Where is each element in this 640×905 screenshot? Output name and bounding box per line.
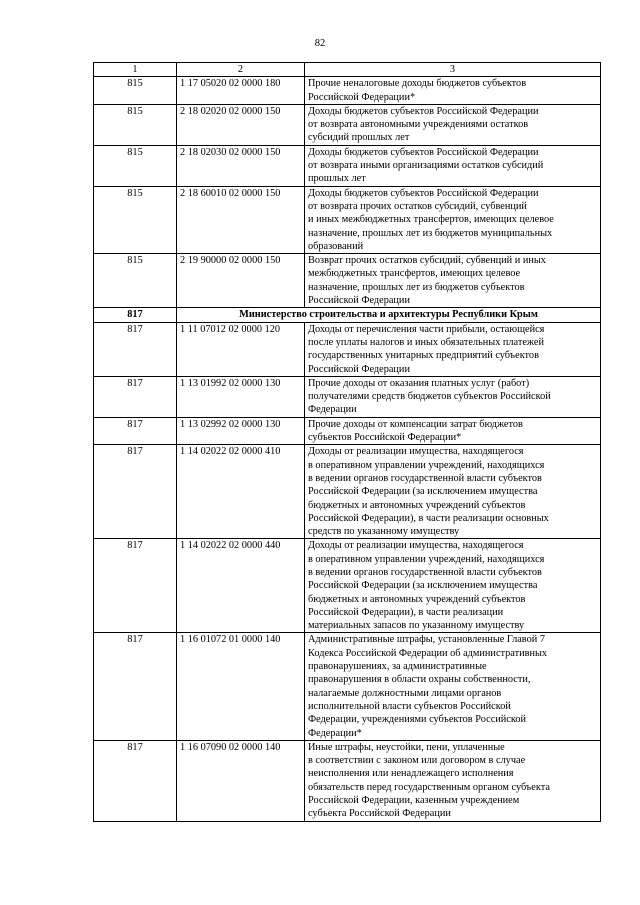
table-row — [94, 417, 601, 445]
admin-code-cell: 815 — [94, 104, 177, 145]
revenue-name-line: Доходы бюджетов субъектов Российской Федерации — [308, 105, 539, 117]
admin-code-cell: 815 — [94, 145, 177, 186]
budget-classification-code-cell: 1 11 07012 02 0000 120 — [177, 322, 305, 376]
ministry-header-row — [94, 308, 601, 322]
revenue-name-line: Прочие доходы от оказания платных услуг (работ) — [308, 377, 530, 389]
table-row — [94, 376, 601, 417]
table-row — [94, 633, 601, 740]
admin-code-cell: 815 — [94, 77, 177, 105]
revenue-name-cell — [305, 104, 601, 145]
budget-classification-code-cell: 1 14 02022 02 0000 440 — [177, 539, 305, 633]
revenue-name-line: получателями средств бюджетов субъектов Российской — [308, 391, 551, 403]
column-header-3: 3 — [305, 63, 601, 77]
admin-code-cell: 817 — [94, 633, 177, 740]
budget-classification-code-cell: 1 13 02992 02 0000 130 — [177, 417, 305, 445]
page-number: 82 — [314, 38, 326, 49]
revenue-name-line: Российской Федерации* — [308, 91, 416, 103]
revenue-name-line: образований — [308, 240, 364, 252]
revenue-name-line: Административные штрафы, установленные Главой 7 — [308, 634, 545, 646]
revenue-name-line: Прочие неналоговые доходы бюджетов субъектов — [308, 78, 527, 90]
revenue-name-line: субъекта Российской Федерации — [308, 808, 451, 820]
revenue-name-line: Российской Федерации (за исключением имущества — [308, 580, 538, 592]
admin-code-cell: 817 — [94, 376, 177, 417]
table-row — [94, 445, 601, 539]
revenue-name-line: Доходы бюджетов субъектов Российской Федерации — [308, 146, 539, 158]
revenue-name-line: в оперативном управлении учреждений, находящихся — [308, 553, 545, 565]
revenue-name-line: в ведении органов государственной власти субъектов — [308, 472, 542, 484]
column-header-2: 2 — [177, 63, 305, 77]
admin-code-cell: 815 — [94, 186, 177, 253]
admin-code-cell: 815 — [94, 254, 177, 308]
admin-code-cell: 817 — [94, 308, 177, 322]
table-row — [94, 254, 601, 308]
revenue-name-line: Доходы от реализации имущества, находящегося — [308, 446, 524, 458]
table-row — [94, 145, 601, 186]
table-row — [94, 104, 601, 145]
revenue-name-line: после уплаты налогов и иных обязательных платежей — [308, 336, 544, 348]
revenue-name-line: Доходы от перечисления части прибыли, остающейся — [308, 323, 545, 335]
revenue-name-line: обязательств перед государственным органом субъекта — [308, 781, 550, 793]
revenue-name-line: в соответствии с законом или договором в случае — [308, 755, 526, 767]
revenue-name-cell — [305, 539, 601, 633]
admin-code-cell: 817 — [94, 417, 177, 445]
ministry-title-cell: Министерство строительства и архитектуры Республики Крым — [177, 308, 601, 322]
revenue-name-line: от возврата автономными учреждениями остатков — [308, 119, 529, 131]
column-header-1: 1 — [94, 63, 177, 77]
revenue-name-line: Иные штрафы, неустойки, пени, уплаченные — [308, 741, 505, 753]
revenue-name-line: Кодекса Российской Федерации об административных — [308, 647, 548, 659]
revenue-name-cell — [305, 322, 601, 376]
budget-classification-code-cell: 1 16 07090 02 0000 140 — [177, 740, 305, 821]
budget-classification-code-cell: 1 17 05020 02 0000 180 — [177, 77, 305, 105]
revenue-name-line: правонарушениях, за административные — [308, 661, 487, 673]
revenue-name-line: субсидий прошлых лет — [308, 132, 410, 144]
revenue-name-line: Российской Федерации — [308, 295, 410, 307]
revenue-name-cell — [305, 145, 601, 186]
revenue-codes-table — [93, 62, 601, 822]
revenue-name-line: в оперативном управлении учреждений, находящихся — [308, 459, 545, 471]
admin-code-cell: 817 — [94, 740, 177, 821]
budget-classification-code-cell: 2 19 90000 02 0000 150 — [177, 254, 305, 308]
budget-classification-code-cell: 1 13 01992 02 0000 130 — [177, 376, 305, 417]
revenue-name-line: Федерации, учреждениями субъектов Российской — [308, 714, 526, 726]
revenue-name-line: государственных унитарных предприятий субъектов — [308, 350, 539, 362]
revenue-name-line: исполнительной власти субъектов Российской — [308, 700, 511, 712]
table-row — [94, 77, 601, 105]
revenue-name-line: бюджетных и автономных учреждений субъектов — [308, 593, 526, 605]
budget-classification-code-cell: 2 18 60010 02 0000 150 — [177, 186, 305, 253]
budget-classification-code-cell: 1 14 02022 02 0000 410 — [177, 445, 305, 539]
revenue-name-cell — [305, 186, 601, 253]
revenue-name-cell — [305, 77, 601, 105]
revenue-name-line: Федерации — [308, 404, 357, 416]
revenue-name-line: налагаемые должностными лицами органов — [308, 687, 502, 699]
revenue-name-line: в ведении органов государственной власти субъектов — [308, 566, 542, 578]
budget-classification-code-cell: 2 18 02030 02 0000 150 — [177, 145, 305, 186]
budget-classification-code-cell: 2 18 02020 02 0000 150 — [177, 104, 305, 145]
revenue-name-line: бюджетных и автономных учреждений субъектов — [308, 499, 526, 511]
table-row — [94, 539, 601, 633]
revenue-name-line: Доходы бюджетов субъектов Российской Федерации — [308, 187, 539, 199]
revenue-name-cell — [305, 633, 601, 740]
revenue-name-line: от возврата иными организациями остатков субсидий — [308, 160, 544, 172]
revenue-name-line: средств по указанному имуществу — [308, 526, 460, 538]
revenue-name-line: материальных запасов по указанному имуществу — [308, 620, 525, 632]
revenue-name-cell — [305, 417, 601, 445]
revenue-name-line: и иных межбюджетных трансфертов, имеющих целевое — [308, 214, 554, 226]
revenue-name-line: Доходы от реализации имущества, находящегося — [308, 540, 524, 552]
revenue-name-cell — [305, 445, 601, 539]
revenue-name-line: назначение, прошлых лет из бюджетов муниципальных — [308, 227, 553, 239]
revenue-name-line: Прочие доходы от компенсации затрат бюджетов — [308, 418, 523, 430]
revenue-name-line: Российской Федерации), в части реализации — [308, 606, 504, 618]
header-row — [94, 63, 601, 77]
revenue-name-line: неисполнения или ненадлежащего исполнения — [308, 768, 514, 780]
revenue-name-cell — [305, 254, 601, 308]
table-row — [94, 740, 601, 821]
revenue-name-line: Российской Федерации (за исключением имущества — [308, 486, 538, 498]
revenue-name-line: Российской Федерации, казенным учреждением — [308, 795, 520, 807]
revenue-name-line: Российской Федерации), в части реализации основных — [308, 512, 549, 524]
table-row — [94, 322, 601, 376]
revenue-name-line: Федерации* — [308, 727, 362, 739]
revenue-name-line: прошлых лет — [308, 173, 366, 185]
table-body — [94, 77, 601, 821]
admin-code-cell: 817 — [94, 445, 177, 539]
revenue-name-cell — [305, 740, 601, 821]
revenue-name-cell — [305, 376, 601, 417]
revenue-name-line: назначение, прошлых лет из бюджетов субъектов — [308, 281, 525, 293]
revenue-name-line: правонарушения в области охраны собственности, — [308, 674, 531, 686]
revenue-name-line: Возврат прочих остатков субсидий, субвенций и иных — [308, 255, 546, 267]
budget-classification-code-cell: 1 16 01072 01 0000 140 — [177, 633, 305, 740]
revenue-name-line: Российской Федерации — [308, 363, 410, 375]
admin-code-cell: 817 — [94, 322, 177, 376]
admin-code-cell: 817 — [94, 539, 177, 633]
revenue-name-line: от возврата прочих остатков субсидий, субвенций — [308, 200, 527, 212]
table-row — [94, 186, 601, 253]
revenue-name-line: межбюджетных трансфертов, имеющих целевое — [308, 268, 521, 280]
revenue-name-line: субъектов Российской Федерации* — [308, 432, 462, 444]
